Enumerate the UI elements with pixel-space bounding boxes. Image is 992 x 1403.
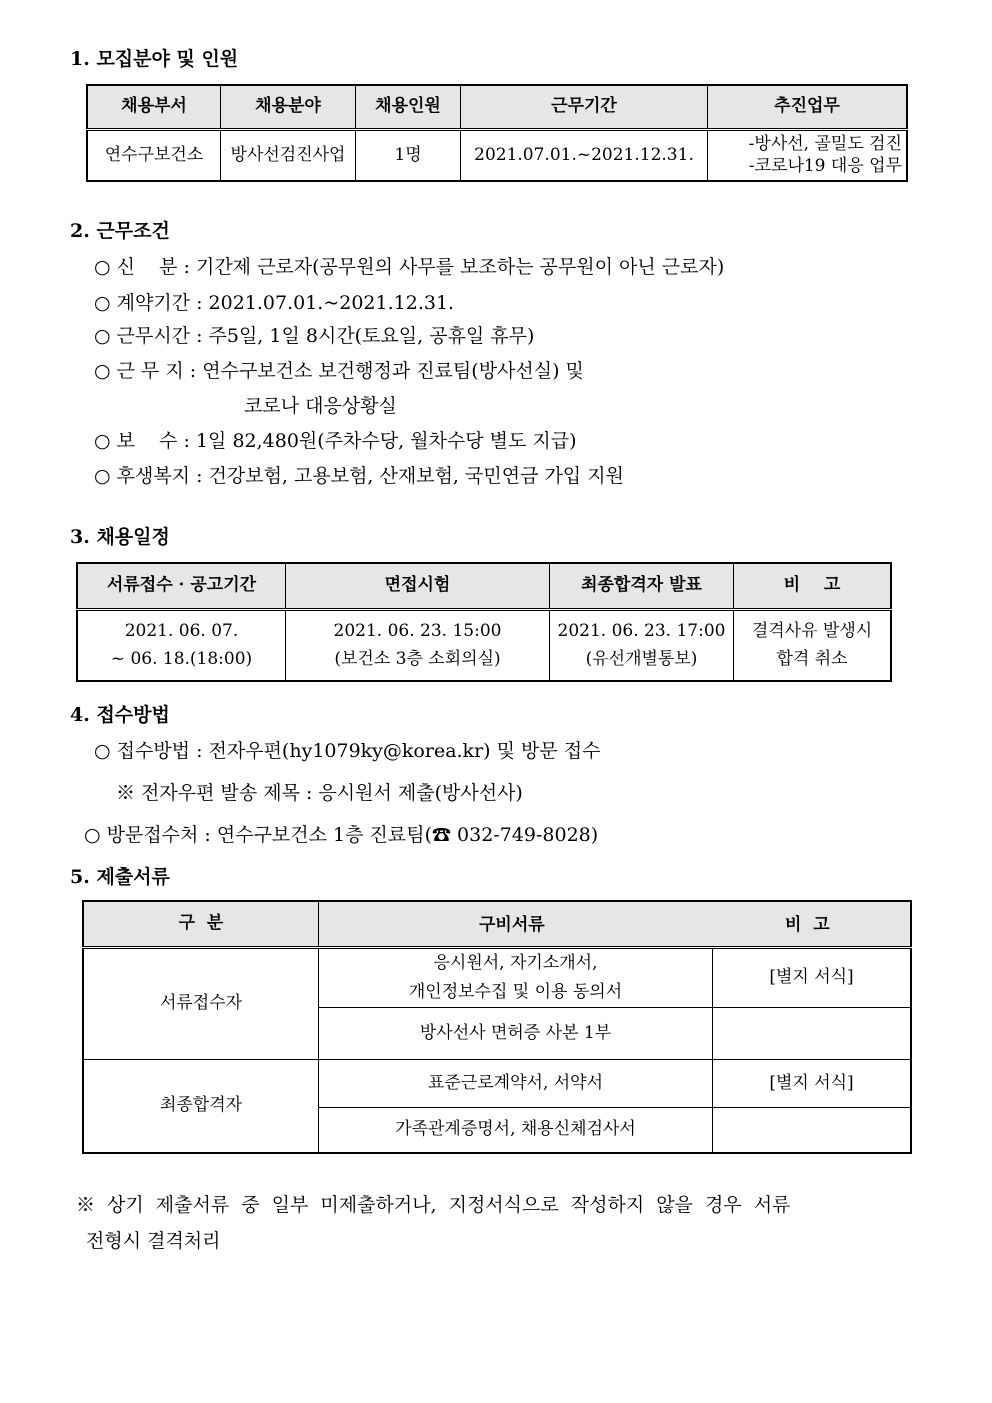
header-category: 구 분 (83, 901, 319, 947)
section5-title: 5. 제출서류 (70, 866, 170, 888)
header-docs-remark (319, 901, 912, 947)
remark-line-1: 결격사유 발생시 (751, 621, 873, 642)
doc-family-health-note (713, 1107, 912, 1153)
announce-method: (유선개별통보) (585, 649, 698, 670)
duty-line-2: -코로나19 대응 업무 (748, 156, 902, 177)
recruit-table (86, 84, 908, 182)
footer-note-2: 전형시 결격처리 (86, 1230, 221, 1252)
cond-place: ○ 근 무 지 : 연수구보건소 보건행정과 진료팀(방사선실) 및 (94, 360, 584, 382)
doc-license-note (713, 1007, 912, 1059)
doc-family-health: 가족관계증명서, 채용신체검사서 (319, 1107, 713, 1153)
remark-line-2: 합격 취소 (776, 649, 848, 670)
cell-announce (550, 609, 734, 681)
header-dept: 채용부서 (87, 85, 221, 129)
cond-contract: ○ 계약기간 : 2021.07.01.~2021.12.31. (94, 292, 455, 314)
interview-place: (보건소 3층 소회의실) (334, 649, 501, 670)
header-field: 채용분야 (221, 85, 356, 129)
footer-note-1: ※ 상기 제출서류 중 일부 미제출하거나, 지정서식으로 작성하지 않을 경우 서류 (76, 1194, 791, 1216)
doc-application-line-2: 개인정보수집 및 이용 동의서 (408, 981, 623, 1002)
header-announce: 최종합격자 발표 (550, 563, 734, 609)
email-subject-note: ※ 전자우편 발송 제목 : 응시원서 제출(방사선사) (116, 782, 523, 804)
doc-application-note: [별지 서식] (713, 947, 912, 1007)
cell-period: 2021.07.01.~2021.12.31. (461, 129, 708, 181)
cond-pay: ○ 보 수 : 1일 82,480원(주차수당, 월차수당 별도 지급) (94, 430, 577, 452)
cell-remark (734, 609, 892, 681)
header-remark: 비 고 (734, 563, 892, 609)
cell-field: 방사선검진사업 (221, 129, 356, 181)
schedule-table (76, 562, 892, 682)
documents-table (82, 900, 912, 1154)
doc-application-line-1: 응시원서, 자기소개서, (433, 953, 598, 974)
cond-status: ○ 신 분 : 기간제 근로자(공무원의 사무를 보조하는 공무원이 아닌 근로자) (94, 256, 725, 278)
doc-contract: 표준근로계약서, 서약서 (319, 1059, 713, 1107)
duty-line-1: -방사선, 골밀도 검진 (748, 134, 902, 155)
header-doc-remark: 비 고 (785, 915, 830, 935)
visit-place: ○ 방문접수처 : 연수구보건소 1층 진료팀(☎ 032-749-8028) (84, 824, 599, 846)
cell-dept: 연수구보건소 (87, 129, 221, 181)
application-date: 2021. 06. 07. (124, 621, 239, 642)
cond-hours: ○ 근무시간 : 주5일, 1일 8시간(토요일, 공휴일 휴무) (94, 325, 535, 347)
doc-license: 방사선사 면허증 사본 1부 (319, 1007, 713, 1059)
announce-date: 2021. 06. 23. 17:00 (557, 621, 726, 642)
section1-title: 1. 모집분야 및 인원 (70, 48, 239, 70)
header-duty: 추진업무 (708, 85, 908, 129)
cell-application (77, 609, 286, 681)
cell-count: 1명 (356, 129, 461, 181)
header-count: 채용인원 (356, 85, 461, 129)
section3-title: 3. 채용일정 (70, 526, 170, 548)
cond-welfare: ○ 후생복지 : 건강보험, 고용보험, 산재보험, 국민연금 가입 지원 (94, 465, 624, 487)
header-period: 근무기간 (461, 85, 708, 129)
cond-place-2: 코로나 대응상황실 (244, 395, 397, 417)
cell-duty (708, 129, 908, 181)
header-docs: 구비서류 (479, 915, 545, 935)
interview-date: 2021. 06. 23. 15:00 (333, 621, 502, 642)
section2-title: 2. 근무조건 (70, 220, 170, 242)
section4-title: 4. 접수방법 (70, 704, 170, 726)
group-finalist: 최종합격자 (83, 1059, 319, 1153)
application-end: ~ 06. 18.(18:00) (110, 649, 253, 670)
doc-application-forms (319, 947, 713, 1007)
doc-contract-note: [별지 서식] (713, 1059, 912, 1107)
apply-method: ○ 접수방법 : 전자우편(hy1079ky@korea.kr) 및 방문 접수 (94, 740, 601, 762)
group-applicant: 서류접수자 (83, 947, 319, 1059)
header-interview: 면접시험 (286, 563, 550, 609)
header-application: 서류접수 · 공고기간 (77, 563, 286, 609)
cell-interview (286, 609, 550, 681)
